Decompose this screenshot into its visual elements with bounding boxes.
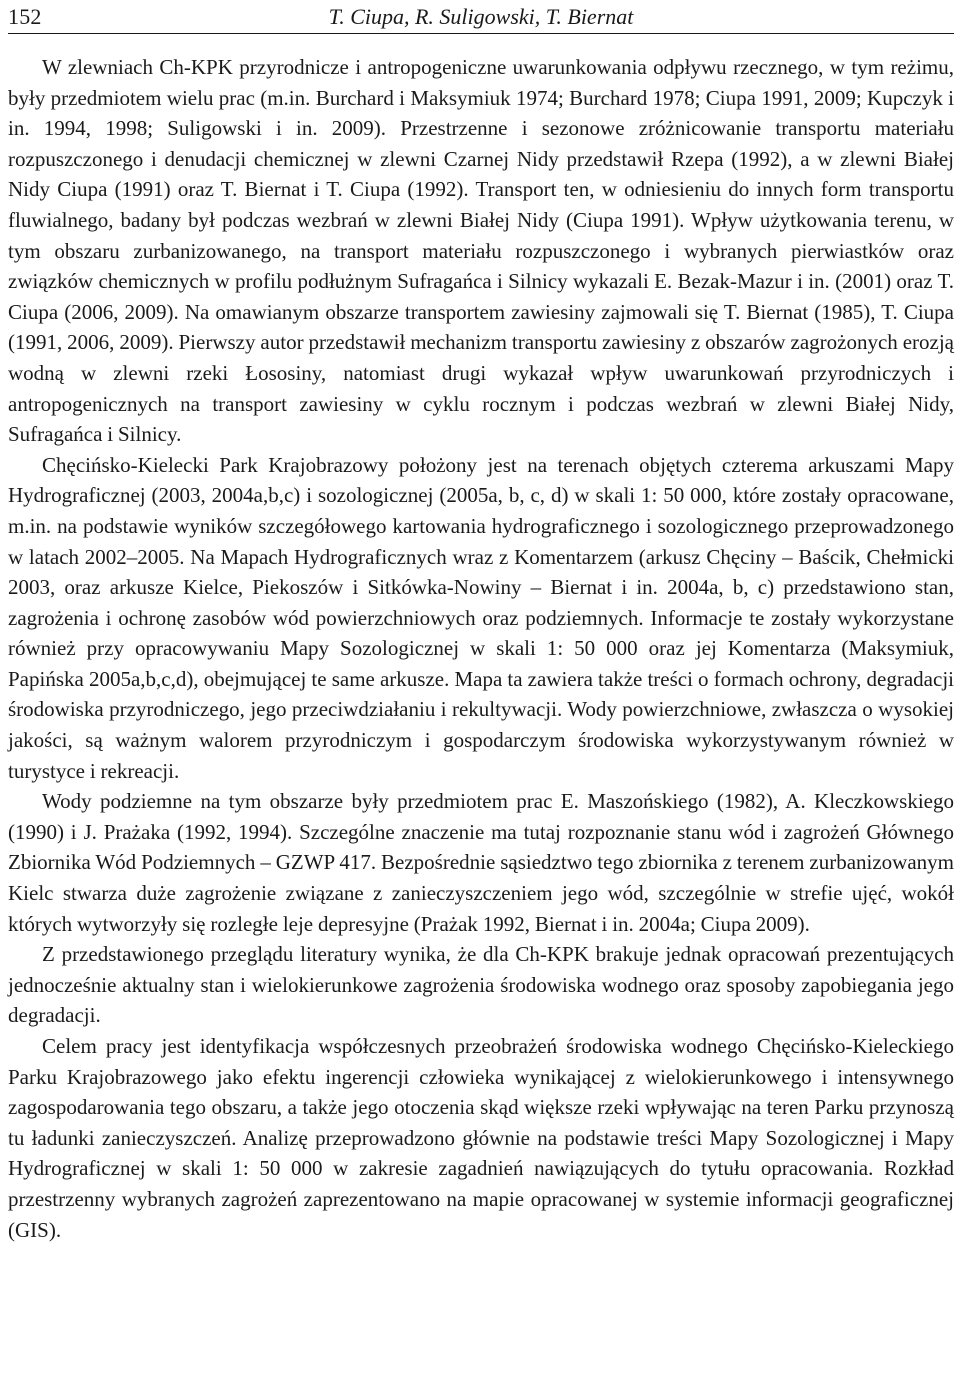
paragraph-literature-review: W zlewniach Ch-KPK przyrodnicze i antropogeniczne uwarunkowania odpływu rzecznego, w tym reżimu, były przedmiotem wielu prac (m.in. Burchard i Maksymiuk 1974; Burchard 1978; Ciupa 1991, 2009; Kupczyk i in. 1994, 1998; Suligowski i in. 2009). Przestrzenne i sezonowe zróżnicowanie transportu materiału rozpuszczonego i denudacji chemicznej w zlewni Czarnej Nidy przedstawił Rzepa (1992), a w zlewni Białej Nidy Ciupa (1991) oraz T. Biernat i T. Ciupa (1992). Transport ten, w odniesieniu do innych form transportu fluwialnego, badany był podczas wezbrań w zlewni Białej Nidy (Ciupa 1991). Wpływ użytkowania terenu, w tym obszaru zurbanizowanego, na transport materiału rozpuszczonego i wybranych pierwiastków oraz związków chemicznych w profilu podłużnym Sufragańca i Silnicy wykazali E. Bezak-Mazur i in. (2001) oraz T. Ciupa (2006, 2009). Na omawianym obszarze transportem zawiesiny zajmowali się T. Biernat (1985), T. Ciupa (1991, 2006, 2009). Pierwszy autor przedstawił mechanizm transportu zawiesiny z obszarów zagrożonych erozją wodną w zlewni rzeki Łososiny, natomiast drugi wykazał wpływ uwarunkowań przyrodniczych i antropogenicznych na transport zawiesiny w cyklu rocznym i podczas wezbrań w zlewni Białej Nidy, Sufragańca i Silnicy. [8,55,954,447]
paragraph-literature-gap: Z przedstawionego przeglądu literatury wynika, że dla Ch-KPK brakuje jednak opracowań prezentujących jednocześnie aktualny stan i wielokierunkowe zagrożenia środowiska wodnego oraz sposoby zapobiegania jego degradacji. [8,942,954,1028]
body-text [8,52,954,1245]
running-header-authors: T. Ciupa, R. Suligowski, T. Biernat [328,4,634,29]
paragraph-groundwater: Wody podziemne na tym obszarze były przedmiotem prac E. Maszońskiego (1982), A. Kleczkowskiego (1990) i J. Prażaka (1992, 1994). Szczególne znaczenie ma tutaj rozpoznanie stanu wód i zagrożeń Głównego Zbiornika Wód Podziemnych – GZWP 417. Bezpośrednie sąsiedztwo tego zbiornika z terenem zurbanizowanym Kielc stwarza duże zagrożenie związane z zanieczyszczeniem jego wód, szczególnie w strefie ujęć, wokół których wytworzyły się rozległe leje depresyjne (Prażak 1992, Biernat i in. 2004a; Ciupa 2009). [8,789,954,936]
page-number: 152 [8,4,42,29]
running-header [8,0,954,34]
paragraph-maps: Chęcińsko-Kielecki Park Krajobrazowy położony jest na terenach objętych czterema arkuszami Mapy Hydrograficznej (2003, 2004a,b,c) i sozologicznej (2005a, b, c, d) w skali 1: 50 000, które zostały opracowane, m.in. na podstawie wyników szczegółowego kartowania hydrograficznego i sozologicznego przeprowadzonego w latach 2002–2005. Na Mapach Hydrograficznych wraz z Komentarzem (arkusz Chęciny – Baścik, Chełmicki 2003, oraz arkusze Kielce, Piekoszów i Sitkówka-Nowiny – Biernat i in. 2004a, b, c) przedstawiono stan, zagrożenia i ochronę zasobów wód powierzchniowych oraz podziemnych. Informacje te zostały wykorzystane również przy opracowywaniu Mapy Sozologicznej w skali 1: 50 000 oraz jej Komentarza (Maksymiuk, Papińska 2005a,b,c,d), obejmującej te same arkusze. Mapa ta zawiera także treści o formach ochrony, degradacji środowiska przyrodniczego, jego przeciwdziałaniu i rekultywacji. Wody powierzchniowe, zwłaszcza o wysokiej jakości, są ważnym walorem przyrodniczym i gospodarczym środowiska wykorzystywanym również w turystyce i rekreacji. [8,452,954,783]
paragraph-aim: Celem pracy jest identyfikacja współczesnych przeobrażeń środowiska wodnego Chęcińsko-Kieleckiego Parku Krajobrazowego jako efektu ingerencji człowieka wynikającej z wielokierunkowego i intensywnego zagospodarowania tego obszaru, a także jego otoczenia skąd większe rzeki wpływając na teren Parku przynoszą tu ładunki zanieczyszczeń. Analizę przeprowadzono głównie na podstawie treści Mapy Sozologicznej i Mapy Hydrograficznej w skali 1: 50 000 w zakresie zagadnień nawiązujących do tytułu opracowania. Rozkład przestrzenny wybranych zagrożeń zaprezentowano na mapie opracowanej w systemie informacji geograficznej (GIS). [8,1034,954,1242]
